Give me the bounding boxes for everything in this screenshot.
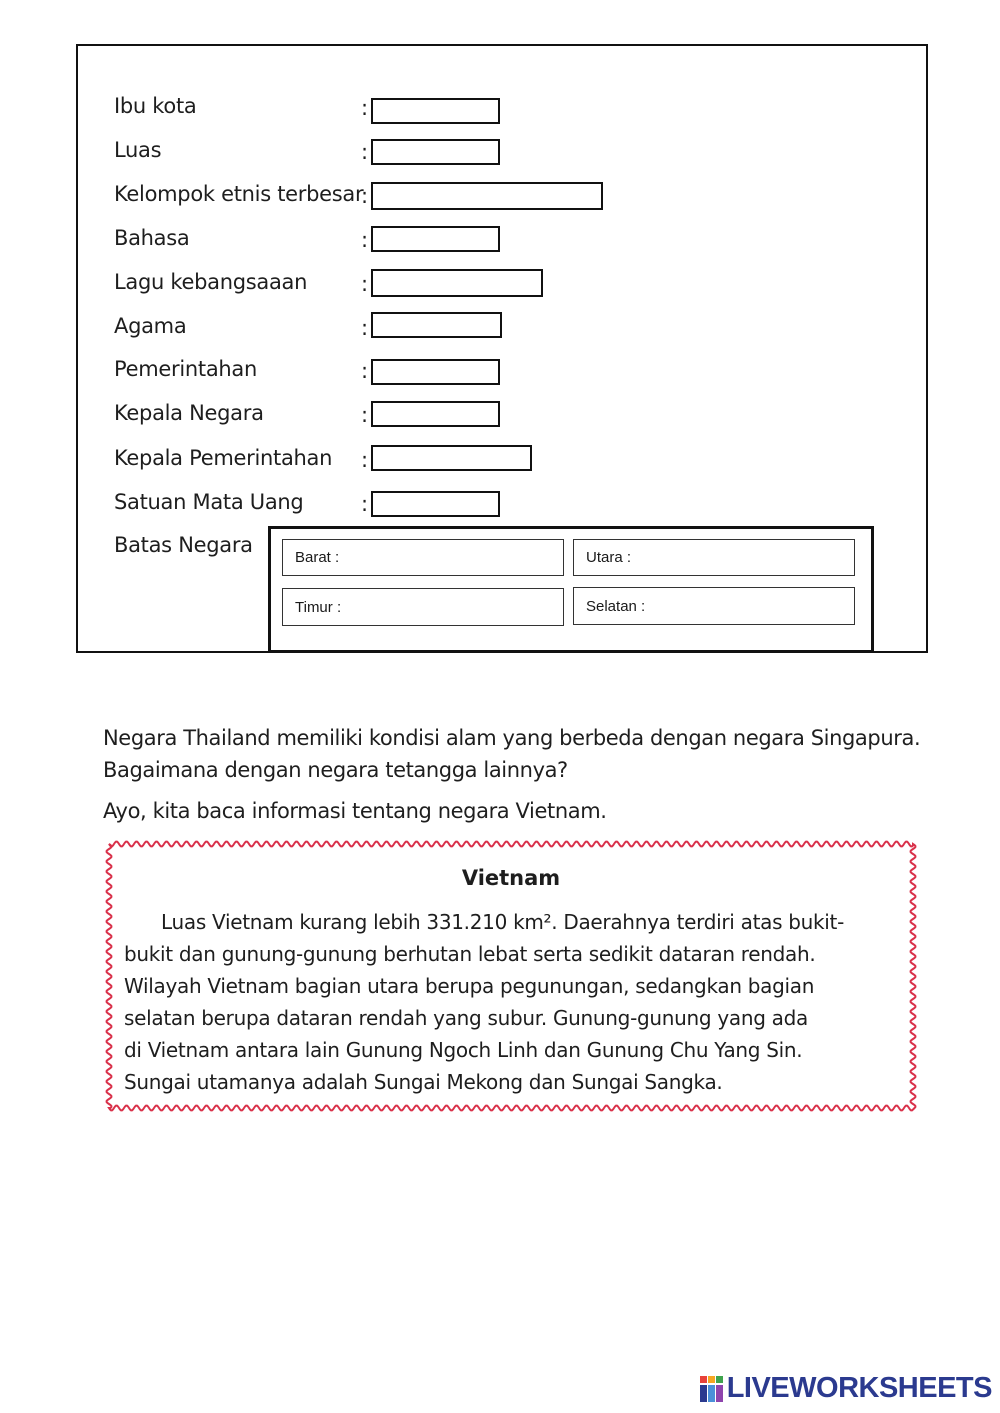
timur-label: Timur :	[295, 598, 342, 616]
liveworksheets-logo	[700, 1372, 992, 1405]
label-kelompok-etnis: Kelompok etnis terbesar	[114, 182, 364, 206]
colon: :	[361, 184, 369, 208]
intro-line-3: Ayo, kita baca informasi tentang negara Vietnam.	[103, 799, 607, 823]
intro-line-2: Bagaimana dengan negara tetangga lainnya?	[103, 758, 568, 782]
utara-input[interactable]	[635, 548, 854, 567]
barat-field[interactable]	[282, 539, 564, 576]
label-batas-negara: Batas Negara	[114, 533, 253, 557]
satuan-mata-uang-input[interactable]	[371, 491, 500, 517]
luas-input[interactable]	[371, 139, 500, 165]
ibu-kota-input[interactable]	[371, 98, 500, 124]
timur-input[interactable]	[345, 598, 563, 617]
colon: :	[361, 96, 369, 120]
label-kepala-pemerintahan: Kepala Pemerintahan	[114, 446, 333, 470]
info-line: di Vietnam antara lain Gunung Ngoch Linh dan Gunung Chu Yang Sin.	[124, 1038, 803, 1062]
selatan-input[interactable]	[649, 597, 854, 616]
selatan-field[interactable]	[573, 587, 855, 625]
info-line: Luas Vietnam kurang lebih 331.210 km². Daerahnya terdiri atas bukit-	[161, 910, 845, 934]
kepala-pemerintahan-input[interactable]	[371, 445, 532, 471]
selatan-label: Selatan :	[586, 597, 646, 615]
label-satuan-mata-uang: Satuan Mata Uang	[114, 490, 304, 514]
label-lagu-kebangsaan: Lagu kebangsaaan	[114, 270, 308, 294]
info-line: Sungai utamanya adalah Sungai Mekong dan Sungai Sangka.	[124, 1070, 723, 1094]
label-luas: Luas	[114, 138, 162, 162]
label-agama: Agama	[114, 314, 187, 338]
bahasa-input[interactable]	[371, 226, 500, 252]
pemerintahan-input[interactable]	[371, 359, 500, 385]
colon: :	[361, 316, 369, 340]
agama-input[interactable]	[371, 312, 502, 338]
info-line: selatan berupa dataran rendah yang subur. Gunung-gunung yang ada	[124, 1006, 808, 1030]
info-line: Wilayah Vietnam bagian utara berupa pegunungan, sedangkan bagian	[124, 974, 815, 998]
kepala-negara-input[interactable]	[371, 401, 500, 427]
label-kepala-negara: Kepala Negara	[114, 401, 264, 425]
barat-label: Barat :	[295, 549, 340, 566]
timur-field[interactable]	[282, 588, 564, 626]
colon: :	[361, 492, 369, 516]
colon: :	[361, 359, 369, 383]
label-pemerintahan: Pemerintahan	[114, 357, 257, 381]
intro-line-1: Negara Thailand memiliki kondisi alam yang berbeda dengan negara Singapura.	[103, 726, 921, 750]
kelompok-etnis-input[interactable]	[371, 182, 603, 210]
lagu-kebangsaan-input[interactable]	[371, 269, 543, 297]
colon: :	[361, 403, 369, 427]
liveworksheets-logo-icon	[700, 1376, 724, 1402]
utara-label: Utara :	[586, 549, 632, 566]
vietnam-info-box	[105, 840, 917, 1112]
colon: :	[361, 448, 369, 472]
barat-input[interactable]	[343, 548, 563, 567]
info-line: bukit dan gunung-gunung berhutan lebat serta sedikit dataran rendah.	[124, 942, 816, 966]
colon: :	[361, 272, 369, 296]
utara-field[interactable]	[573, 539, 855, 576]
info-title: Vietnam	[461, 866, 561, 890]
colon: :	[361, 228, 369, 252]
label-bahasa: Bahasa	[114, 226, 190, 250]
logo-text: LIVEWORKSHEETS	[726, 1372, 992, 1404]
label-ibu-kota: Ibu kota	[114, 94, 197, 118]
colon: :	[361, 140, 369, 164]
